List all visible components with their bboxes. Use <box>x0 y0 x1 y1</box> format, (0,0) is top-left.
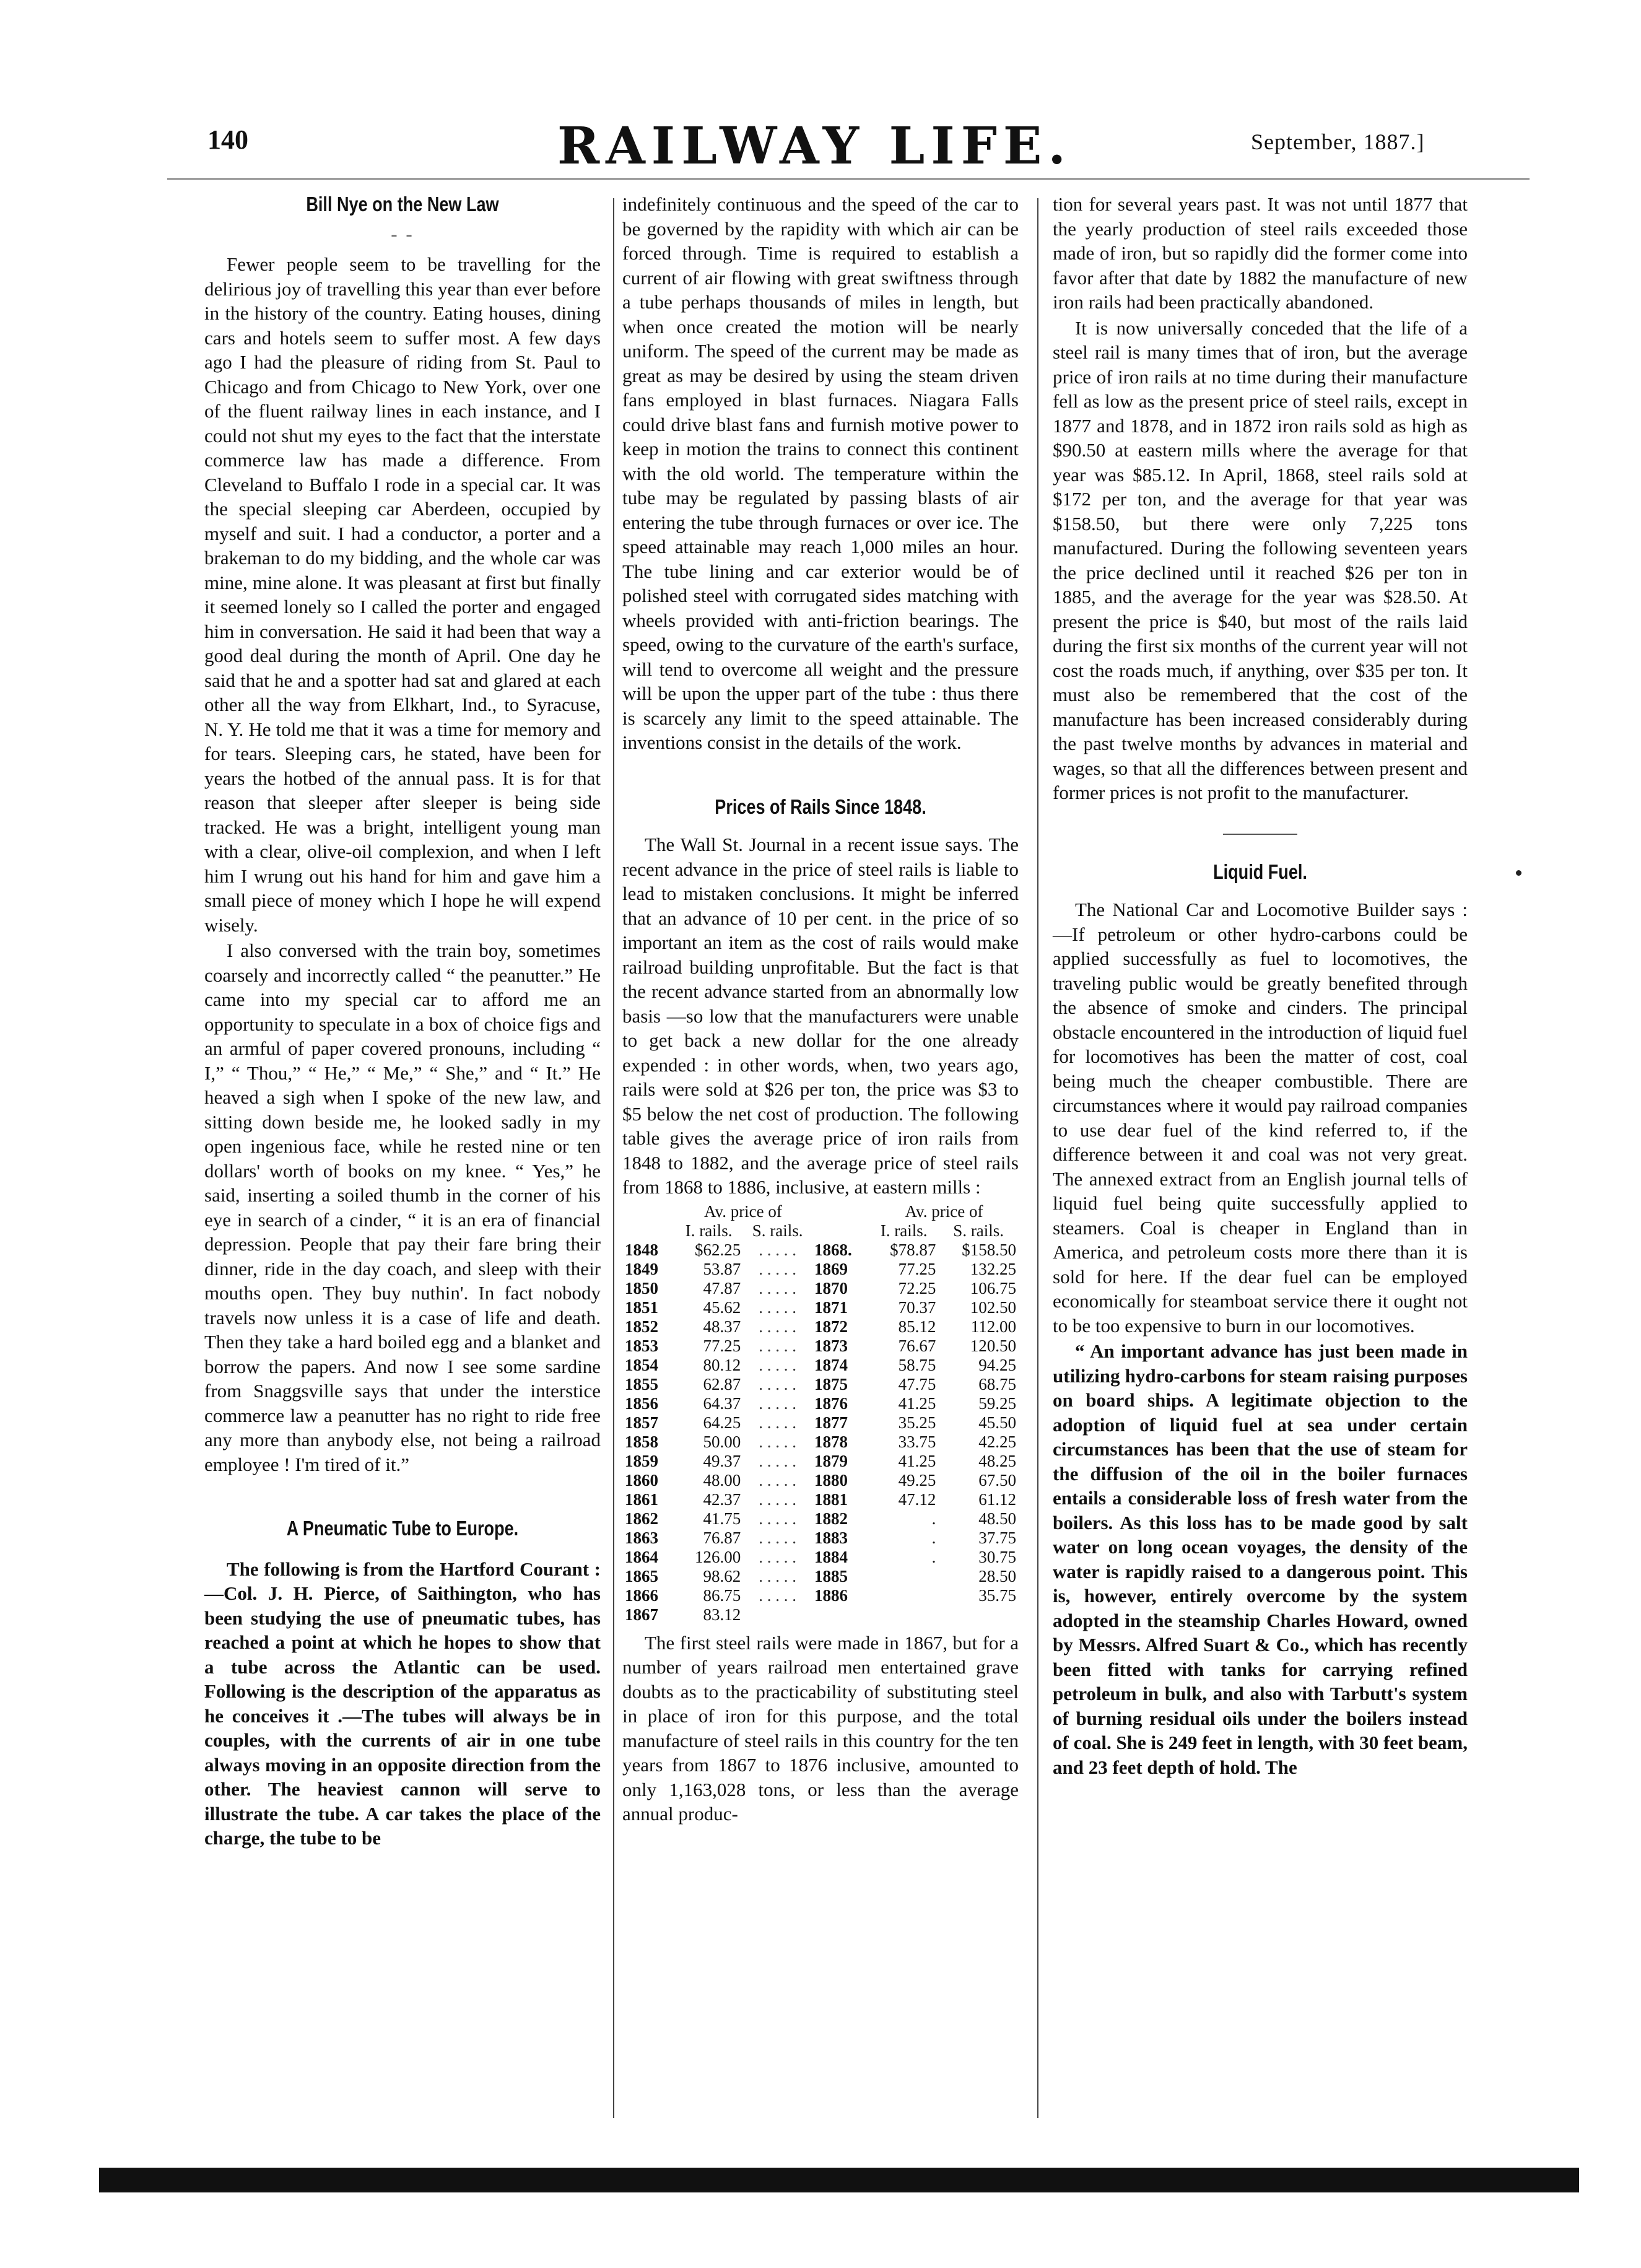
steel-year-cell <box>812 1605 869 1625</box>
article-paragraph: indefinitely continuous and the speed of the car to be governed by the rapidity with which air can be forced through. Time is required to establish a current of air flowing with great swiftness through a tube perhaps thousands of miles in length, but when once created the motion will be nearly uniform. The speed of the current may be made as great as may be desired by using the steam driven fans employed in blast furnaces. Niagara Falls could drive blast fans and furnish motive power to keep in motion the trains to connect this continent with the old world. The temperature within the tube may be regulated by passing blasts of air entering the tube through furnaces or over ice. The speed attainable may reach 1,000 miles an hour. The tube lining and car exterior would be of polished steel with corrugated sides matching with wheels provided with anti-friction bearings. The speed, owing to the curvature of the earth's surface, will tend to overcome all weight and the pressure will be upon the upper part of the tube : thus there is scarcely any limit to the speed attainable. The inventions consist in the details of the work. <box>622 193 1019 753</box>
iron-year-cell: 1862 <box>625 1509 658 1528</box>
steel-price-cell: 102.50 <box>970 1298 1016 1317</box>
table-row <box>622 1317 1019 1337</box>
table-row <box>622 1413 1019 1433</box>
iron-price-cell: 45.62 <box>703 1298 741 1317</box>
iron-price-cell: . <box>931 1547 936 1566</box>
table-row <box>622 1298 1019 1317</box>
iron-price-cell: 126.00 <box>695 1547 741 1566</box>
steel-year-cell: 1882 <box>814 1509 848 1528</box>
table-body <box>622 1241 1019 1625</box>
leader-dots: . . . . . <box>759 1470 796 1489</box>
steel-year-cell: 1874 <box>814 1355 848 1374</box>
steel-price-cell: 68.75 <box>978 1374 1016 1394</box>
steel-year-cell: 1873 <box>814 1336 848 1355</box>
article-paragraph: The Wall St. Journal in a recent issue says. The recent advance in the price of steel rails is liable to lead to mistaken conclusions. It might be inferred that an advance of 10 per cent. in the price of so important an item as the cost of rails would make railroad building unprofitable. But the fact is that the recent advance started from an abnormally low basis —so low that the manufacturers were unable to get back a new dollar for the one already expended : in other words, when, two years ago, rails were sold at $26 per ton, the price was $3 to $5 below the net cost of production. The following table gives the average price of iron rails from 1848 to 1882, and the average price of steel rails from 1868 to 1886, inclusive, at eastern mills : <box>622 834 1019 1198</box>
column-1 <box>204 192 601 1851</box>
section-divider <box>1223 834 1297 835</box>
table-row <box>622 1394 1019 1413</box>
leader-dots: . . . . . <box>759 1528 796 1547</box>
iron-price-cell: 64.37 <box>703 1394 741 1413</box>
iron-price-cell: 76.67 <box>898 1336 936 1355</box>
steel-year-cell: 1868. <box>814 1240 852 1259</box>
iron-price-cell: 47.87 <box>703 1278 741 1298</box>
iron-year-cell: 1856 <box>625 1394 658 1413</box>
iron-price-cell: 35.25 <box>898 1413 936 1432</box>
iron-price-cell: 64.25 <box>703 1413 741 1432</box>
iron-price-cell: 98.62 <box>703 1566 741 1585</box>
iron-year-cell: 1853 <box>625 1336 658 1355</box>
steel-year-cell: 1878 <box>814 1432 848 1451</box>
iron-price-cell: 80.12 <box>703 1355 741 1374</box>
iron-price-cell: 41.25 <box>898 1451 936 1470</box>
section-gap <box>204 1476 601 1516</box>
article-paragraph: The following is from the Hartford Courant :—Col. J. H. Pierce, of Saithington, who has been studying the use of pneumatic tubes, has reached a point at which he hopes to show that a tube across the Atlantic can be used. Following is the description of the apparatus as he conceives it .—The tubes will always be in couples, with the currents of air in one tube always moving in an opposite direction from the other. The heaviest cannon will serve to illustrate the tube. A car takes the place of the charge, the tube to be <box>204 1558 601 1849</box>
iron-price-cell <box>869 1567 938 1586</box>
table-column-header: S. rails. <box>752 1221 803 1240</box>
table-column-header: I. rails. <box>685 1221 733 1240</box>
steel-price-cell: 67.50 <box>978 1470 1016 1489</box>
table-row <box>622 1509 1019 1529</box>
steel-year-cell: 1883 <box>814 1528 848 1547</box>
steel-year-cell: 1869 <box>814 1259 848 1278</box>
iron-price-cell: 33.75 <box>898 1432 936 1451</box>
leader-dots: . . . . . <box>759 1547 796 1566</box>
iron-year-cell: 1854 <box>625 1355 658 1374</box>
iron-year-cell: 1855 <box>625 1374 658 1394</box>
leader-dots: . . . . . <box>759 1413 796 1432</box>
steel-year-cell: 1879 <box>814 1451 848 1470</box>
iron-year-cell: 1867 <box>625 1605 658 1624</box>
leader-dots: . . . . . <box>759 1489 796 1509</box>
steel-price-cell: $158.50 <box>962 1240 1016 1259</box>
iron-price-cell: 47.75 <box>898 1374 936 1394</box>
heading-ornament: - - <box>391 222 414 245</box>
section-gap <box>1053 805 1468 827</box>
steel-year-cell: 1875 <box>814 1374 848 1394</box>
table-row <box>622 1471 1019 1490</box>
rail-prices-table <box>622 1202 1019 1625</box>
column-divider-1 <box>613 198 614 2118</box>
ink-speck <box>1516 870 1521 876</box>
iron-year-cell: 1849 <box>625 1259 658 1278</box>
leader-dots: . . . . . <box>759 1259 796 1278</box>
masthead-title: RAILWAY LIFE. <box>557 116 1072 176</box>
section-gap <box>622 824 1019 832</box>
leader-dots: . . . . . <box>759 1509 796 1528</box>
table-subheader-row <box>622 1221 1019 1241</box>
section-gap <box>1053 889 1468 897</box>
iron-price-cell <box>869 1605 938 1625</box>
table-row <box>622 1548 1019 1567</box>
leader-dots: . . . . . <box>759 1355 796 1374</box>
table-row <box>622 1241 1019 1260</box>
iron-year-cell: 1858 <box>625 1432 658 1451</box>
issue-date: September, 1887.] <box>1251 129 1425 154</box>
iron-price-cell: 41.75 <box>703 1509 741 1528</box>
iron-year-cell: 1861 <box>625 1489 658 1509</box>
iron-price-cell: . <box>931 1509 936 1528</box>
iron-price-cell: $62.25 <box>695 1240 741 1259</box>
steel-price-cell: 37.75 <box>978 1528 1016 1547</box>
steel-price-cell: 112.00 <box>970 1317 1016 1336</box>
iron-price-cell: 48.00 <box>703 1470 741 1489</box>
table-row <box>622 1433 1019 1452</box>
iron-price-cell: 76.87 <box>703 1528 741 1547</box>
table-row <box>622 1605 1019 1625</box>
table-row <box>622 1375 1019 1394</box>
iron-price-cell: 85.12 <box>898 1317 936 1336</box>
section-gap <box>204 1546 601 1557</box>
iron-price-cell: . <box>931 1528 936 1547</box>
steel-price-cell: 35.75 <box>978 1585 1016 1605</box>
steel-price-cell: 30.75 <box>978 1547 1016 1566</box>
iron-year-cell: 1852 <box>625 1317 658 1336</box>
iron-price-cell: 49.37 <box>703 1451 741 1470</box>
leader-dots: . . . . . <box>759 1317 796 1336</box>
table-row <box>622 1337 1019 1356</box>
steel-price-cell: 48.25 <box>978 1451 1016 1470</box>
leader-dots: . . . . . <box>759 1451 796 1470</box>
article-heading-rail-prices: Prices of Rails Since 1848. <box>715 795 926 818</box>
column-3 <box>1053 192 1468 1779</box>
leader-dots: . . . . . <box>759 1278 796 1298</box>
iron-price-cell: 41.25 <box>898 1394 936 1413</box>
steel-price-cell: 59.25 <box>978 1394 1016 1413</box>
page-bottom-bar <box>99 2168 1579 2192</box>
steel-year-cell: 1872 <box>814 1317 848 1336</box>
iron-price-cell: 50.00 <box>703 1432 741 1451</box>
table-row <box>622 1356 1019 1375</box>
steel-price-cell: 42.25 <box>978 1432 1016 1451</box>
table-row <box>622 1490 1019 1509</box>
table-column-header: S. rails. <box>953 1221 1004 1240</box>
article-paragraph: The first steel rails were made in 1867, but for a number of years railroad men entertained grave doubts as to the practicability of substituting steel in place of iron for this purpose, and the total manufacture of steel rails in this country for the ten years from 1867 to 1876 inclusive, amounted to only 1,163,028 tons, or less than the average annual produc- <box>622 1631 1019 1825</box>
steel-price-cell: 94.25 <box>978 1355 1016 1374</box>
leader-dots: . . . . . <box>759 1336 796 1355</box>
table-column-header: I. rails. <box>880 1221 928 1240</box>
table-row <box>622 1279 1019 1298</box>
steel-year-cell: 1876 <box>814 1394 848 1413</box>
leader-dots: . . . . . <box>759 1240 796 1259</box>
leader-dots: . . . . . <box>759 1374 796 1394</box>
iron-price-cell: 42.37 <box>703 1489 741 1509</box>
iron-price-cell: 47.12 <box>898 1489 936 1509</box>
iron-year-cell: 1866 <box>625 1585 658 1605</box>
steel-year-cell: 1877 <box>814 1413 848 1432</box>
leader-dots <box>743 1605 812 1625</box>
iron-year-cell: 1863 <box>625 1528 658 1547</box>
page-number: 140 <box>207 124 248 155</box>
column-2 <box>622 192 1019 1826</box>
steel-price-cell: 106.75 <box>970 1278 1016 1298</box>
iron-year-cell: 1851 <box>625 1298 658 1317</box>
iron-price-cell: 58.75 <box>898 1355 936 1374</box>
article-heading-liquid-fuel: Liquid Fuel. <box>1213 860 1307 883</box>
article-paragraph: “ An important advance has just been made in utilizing hydro-carbons for steam raising purposes on board ships. A legitimate objection to the adoption of liquid fuel at sea under certain circumstances has been that the use of steam for the diffusion of the oil in the boiler furnaces entails a considerable loss of fresh water from the boilers. As this loss has to be made good by salt water on long ocean voyages, the density of the water is rapidly raised to a dangerous point. This is, however, entirely overcome by the system adopted in the steamship Charles Howard, owned by Messrs. Alfred Suart & Co., which has recently been fitted with tanks for carrying refined petroleum in bulk, and also with Tarbutt's system of burning residual oils under the boilers instead of coal. She is 249 feet in length, with 30 feet beam, and 23 feet depth of hold. The <box>1053 1340 1468 1778</box>
steel-price-cell <box>938 1605 1019 1625</box>
steel-year-cell: 1871 <box>814 1298 848 1317</box>
iron-price-cell: $78.87 <box>890 1240 936 1259</box>
table-row <box>622 1260 1019 1279</box>
steel-price-cell: 28.50 <box>978 1566 1016 1585</box>
iron-price-cell <box>869 1586 938 1605</box>
article-paragraph: tion for several years past. It was not until 1877 that the yearly production of steel rails exceeded those made of iron, but so rapidly did the former come into favor after that date by 1882 the manufacture of new iron rails had been practically abandoned. <box>1053 193 1468 313</box>
article-paragraph: I also conversed with the train boy, sometimes coarsely and incorrectly called “ the peanutter.” He came into my special car to afford me an opportunity to speculate in a box of choice figs and an armful of paper covered pronouns, including “ I,” “ Thou,” “ He,” “ Me,” “ She,” and “ It.” He heaved a sigh when I spoke of the new law, and sitting down beside me, he looked sadly in my open ingenious face, while he rested nine or ten dollars' worth of books on my knee. “ Yes,” he said, inserting a soiled thumb in the corner of his eye in search of a cinder, “ it is an era of financial depression. People that pay their fare bring their dinner, ride in the day coach, and sleep with their mouths open. They buy nuthin'. In fact nobody travels now unless it is a case of life and death. Then they take a hard boiled egg and a blanket and borrow the papers. And now I see some sardine from Snaggsville says that under the interstice commerce law a peanutter has no right to ride free any more than anybody else, not being a railroad employee ! I'm tired of it.” <box>204 940 601 1475</box>
iron-price-cell: 53.87 <box>703 1259 741 1278</box>
table-row <box>622 1586 1019 1605</box>
article-paragraph: Fewer people seem to be travelling for the delirious joy of travelling this year than ever before in the history of the country. Eating houses, dining cars and hotels seem to suffer most. A few days ago I had the pleasure of riding from St. Paul to Chicago and from Chicago to New York, over one of the fluent railway lines in each instance, and I could not shut my eyes to the fact that the interstate commerce law has made a difference. From Cleveland to Buffalo I rode in a special car. It was the special sleeping car Aberdeen, occupied by myself and suit. I had a conductor, a porter and a brakeman to do my bidding, and the whole car was mine, mine alone. It was pleasant at first but finally it seemed lonely so I called the porter and engaged him in conversation. He said it had been that way a good deal during the month of April. One day he said that he and a spotter had sat and glared at each other all the way from Elkhart, Ind., to Syracuse, N. Y. He told me that it was a time for memory and for tears. Sleeping cars, he stated, have been for years the hotbed of the annual pass. It is for that reason that sleeper after sleeper is being side tracked. He was a bright, intelligent young man with a clear, olive-oil complexion, and when I left him I wrung out his hand for him and gave him a small piece of money which I hope he will expend wisely. <box>204 253 601 936</box>
header-rule <box>167 178 1530 180</box>
iron-price-cell: 62.87 <box>703 1374 741 1394</box>
article-heading-pneumatic-tube: A Pneumatic Tube to Europe. <box>286 1517 519 1540</box>
leader-dots: . . . . . <box>759 1394 796 1413</box>
steel-year-cell: 1880 <box>814 1470 848 1489</box>
leader-dots: . . . . . <box>759 1432 796 1451</box>
table-row <box>622 1567 1019 1586</box>
iron-price-cell: 48.37 <box>703 1317 741 1336</box>
article-paragraph: The National Car and Locomotive Builder says :—If petroleum or other hydro-carbons could be applied successfully as fuel to locomotives, the traveling public would be greatly benefited through the absence of smoke and cinders. The principal obstacle encountered in the introduction of liquid fuel for locomotives has been the matter of cost, coal being much the cheaper combustible. There are circumstances where it would pay railroad companies to use dear fuel of the kind referred to, if the difference between it and coal was not very great. The annexed extract from an English journal tells of liquid fuel being quite successfully applied to steamers. Coal is cheaper in England than in America, and petroleum costs more there than it is sold for here. If the dear fuel can be employed economically for steamboat service there it ought not to be too expensive to burn in our locomotives. <box>1053 899 1468 1337</box>
leader-dots: . . . . . <box>759 1585 796 1605</box>
column-divider-2 <box>1037 198 1038 2118</box>
leader-dots: . . . . . <box>759 1566 796 1585</box>
section-gap <box>622 755 1019 795</box>
iron-price-cell: 83.12 <box>703 1605 741 1624</box>
steel-price-cell: 45.50 <box>978 1413 1016 1432</box>
iron-price-cell: 72.25 <box>898 1278 936 1298</box>
iron-year-cell: 1864 <box>625 1547 658 1566</box>
iron-year-cell: 1860 <box>625 1470 658 1489</box>
table-row <box>622 1452 1019 1471</box>
steel-year-cell: 1870 <box>814 1278 848 1298</box>
table-row <box>622 1529 1019 1548</box>
iron-price-cell: 77.25 <box>898 1259 936 1278</box>
steel-year-cell: 1886 <box>814 1585 848 1605</box>
iron-year-cell: 1865 <box>625 1566 658 1585</box>
iron-price-cell: 70.37 <box>898 1298 936 1317</box>
steel-year-cell: 1881 <box>814 1489 848 1509</box>
article-heading-bill-nye: Bill Nye on the New Law <box>306 193 499 216</box>
steel-year-cell: 1884 <box>814 1547 848 1566</box>
iron-price-cell: 77.25 <box>703 1336 741 1355</box>
iron-year-cell: 1857 <box>625 1413 658 1432</box>
iron-year-cell: 1850 <box>625 1278 658 1298</box>
table-header-row <box>622 1202 1019 1221</box>
iron-price-cell: 86.75 <box>703 1585 741 1605</box>
steel-price-cell: 48.50 <box>978 1509 1016 1528</box>
iron-year-cell: 1859 <box>625 1451 658 1470</box>
table-column-header: Av. price of <box>703 1202 782 1221</box>
iron-price-cell: 49.25 <box>898 1470 936 1489</box>
table-column-header: Av. price of <box>905 1202 983 1221</box>
article-paragraph: It is now universally conceded that the life of a steel rail is many times that of iron, but the average price of iron rails at no time during their manufacture fell as low as the present price of steel rails, except in 1877 and 1878, and in 1872 iron rails sold as high as $90.50 at eastern mills where the average for that year was $85.12. In April, 1868, steel rails sold at $172 per ton, and the average for that year was $158.50, but there were only 7,225 tons manufactured. During the following seventeen years the price declined until it reached $26 per ton in 1885, and the average for the year was $28.50. At present the price is $40, but most of the rails laid during the first six months of the current year will not cost the roads much, if anything, over $35 per ton. It must also be remembered that the cost of the manufacture has been increased considerably during the past twelve months by advances in material and wages, so that all the differences between present and former prices is not profit to the manufacturer. <box>1053 316 1468 803</box>
leader-dots: . . . . . <box>759 1298 796 1317</box>
steel-price-cell: 61.12 <box>978 1489 1016 1509</box>
steel-year-cell: 1885 <box>814 1566 848 1585</box>
steel-price-cell: 120.50 <box>970 1336 1016 1355</box>
steel-price-cell: 132.25 <box>970 1259 1016 1278</box>
iron-year-cell: 1848 <box>625 1240 658 1259</box>
